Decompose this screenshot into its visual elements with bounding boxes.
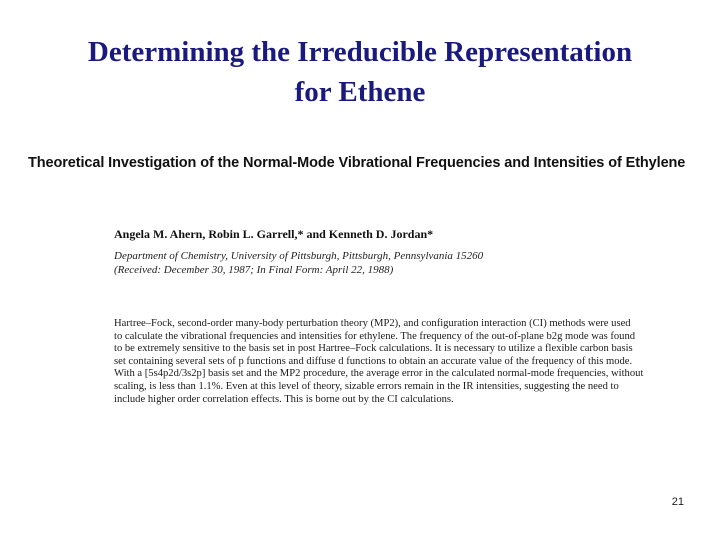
slide-title-line-2: for Ethene — [294, 76, 426, 108]
slide-title-line-1: Determining the Irreducible Representation — [87, 36, 633, 68]
abstract-line: include higher order correlation effects. This is borne out by the CI calculations. — [114, 393, 454, 405]
abstract-line: Hartree–Fock, second-order many-body perturbation theory (MP2), and configuration interaction (CI) methods were used — [114, 318, 631, 329]
received-dates-line: (Received: December 30, 1987; In Final Form: April 22, 1988) — [114, 264, 394, 276]
slide-title — [20, 32, 700, 112]
paper-authors: Angela M. Ahern, Robin L. Garrell,* and Kenneth D. Jordan* — [114, 227, 434, 241]
abstract-line: to calculate the vibrational frequencies and intensities for ethylene. The frequency of the out-of-plane b2g mode was found — [114, 330, 636, 342]
paper-affiliation — [114, 249, 694, 277]
page-number: 21 — [671, 496, 684, 508]
paper-title: Theoretical Investigation of the Normal-Mode Vibrational Frequencies and Intensities of Ethylene — [28, 155, 686, 171]
abstract-line: scaling, is less than 1.1%. Even at this level of theory, sizable errors remain in the IR intensities, suggesting the need to — [114, 380, 619, 392]
paper-abstract — [114, 318, 680, 406]
abstract-line: to be extremely sensitive to the basis set in post Hartree–Fock calculations. It is necessary to utilize a flexible carbon basis — [114, 343, 633, 355]
abstract-line: set containing several sets of p functions and diffuse d functions to obtain an accurate value of the frequency of this mode. — [114, 355, 633, 367]
affiliation-line: Department of Chemistry, University of Pittsburgh, Pittsburgh, Pennsylvania 15260 — [114, 250, 484, 262]
abstract-line: With a [5s4p2d/3s2p] basis set and the MP2 procedure, the average error in the calculated normal-mode frequencies, without — [114, 368, 644, 380]
